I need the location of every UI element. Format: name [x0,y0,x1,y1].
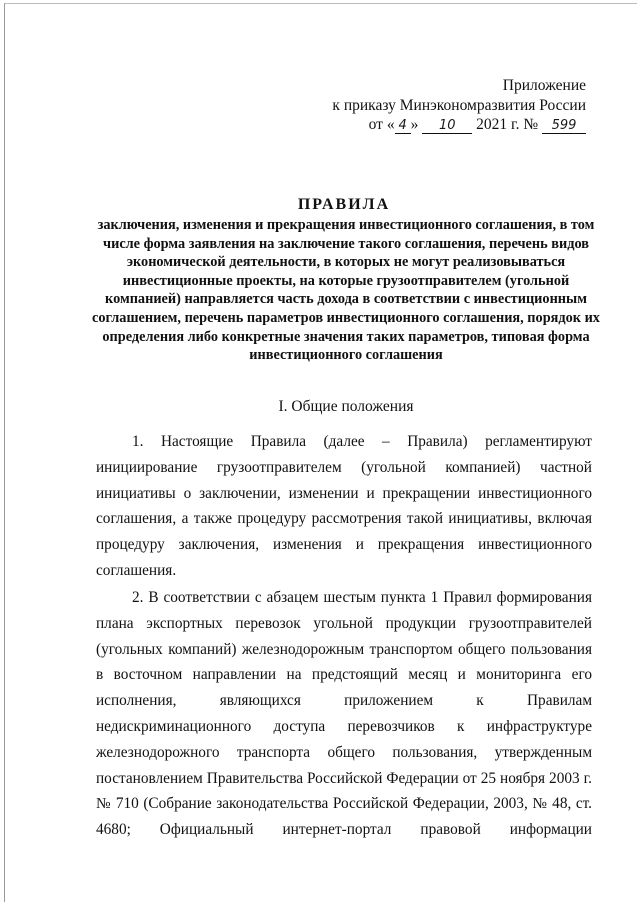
date-mid: » [410,116,423,133]
handwritten-month: 10 [422,118,472,134]
appendix-header [286,76,586,135]
appendix-label: Приложение [502,77,586,94]
handwritten-day: 4 [395,118,411,134]
order-date-line [286,115,586,135]
handwritten-number: 599 [542,118,586,134]
document-title: ПРАВИЛА [297,196,391,213]
document-subtitle: заключения, изменения и прекращения инвестиционного соглашения, в том числе форма заявления на заключение такого соглашения, перечень видов экономической деятельности, в которых не могут реализовываться инвестиционные проекты, на которые грузоотправителем (угольной компанией) направляется часть дохода в соответствии с инвестиционным соглашением, перечень параметров инвестиционного соглашения, порядок их определения либо конкретные значения таких параметров, типовая форма инвестиционного соглашения [92,217,600,364]
year-text: 2021 г. № [472,116,542,133]
paragraph-2: 2. В соответствии с абзацем шестым пункта 1 Правил формирования плана экспортных перевозок угольной продукции грузоотправителей (угольных компаний) железнодорожным транспортом общего пользования в восточном направлении на предстоящий месяц и мониторинга его исполнения, являющихся приложением к Правилам недискриминационного доступа перевозчиков к инфраструктуре железнодорожного транспорта общего пользования, утвержденным постановлением Правительства Российской Федерации от 25 ноября 2003 г. № 710 (Собрание законодательства Российской Федерации, 2003, № 48, ст. 4680; Официальный интернет-портал правовой информации [96,589,592,839]
order-reference: к приказу Минэкономразвития России [332,96,586,114]
date-prefix: от « [368,116,395,133]
paragraph-1: 1. Настоящие Правила (далее – Правила) регламентируют инициирование грузоотправителем (угольной компанией) частной инициативы о заключении, изменении и прекращении инвестиционного соглашения, а также процедуру рассмотрения такой инициативы, включая процедуру заключения, изменения и прекращения инвестиционного соглашения. [96,433,592,579]
section-heading: I. Общие положения [278,398,414,415]
